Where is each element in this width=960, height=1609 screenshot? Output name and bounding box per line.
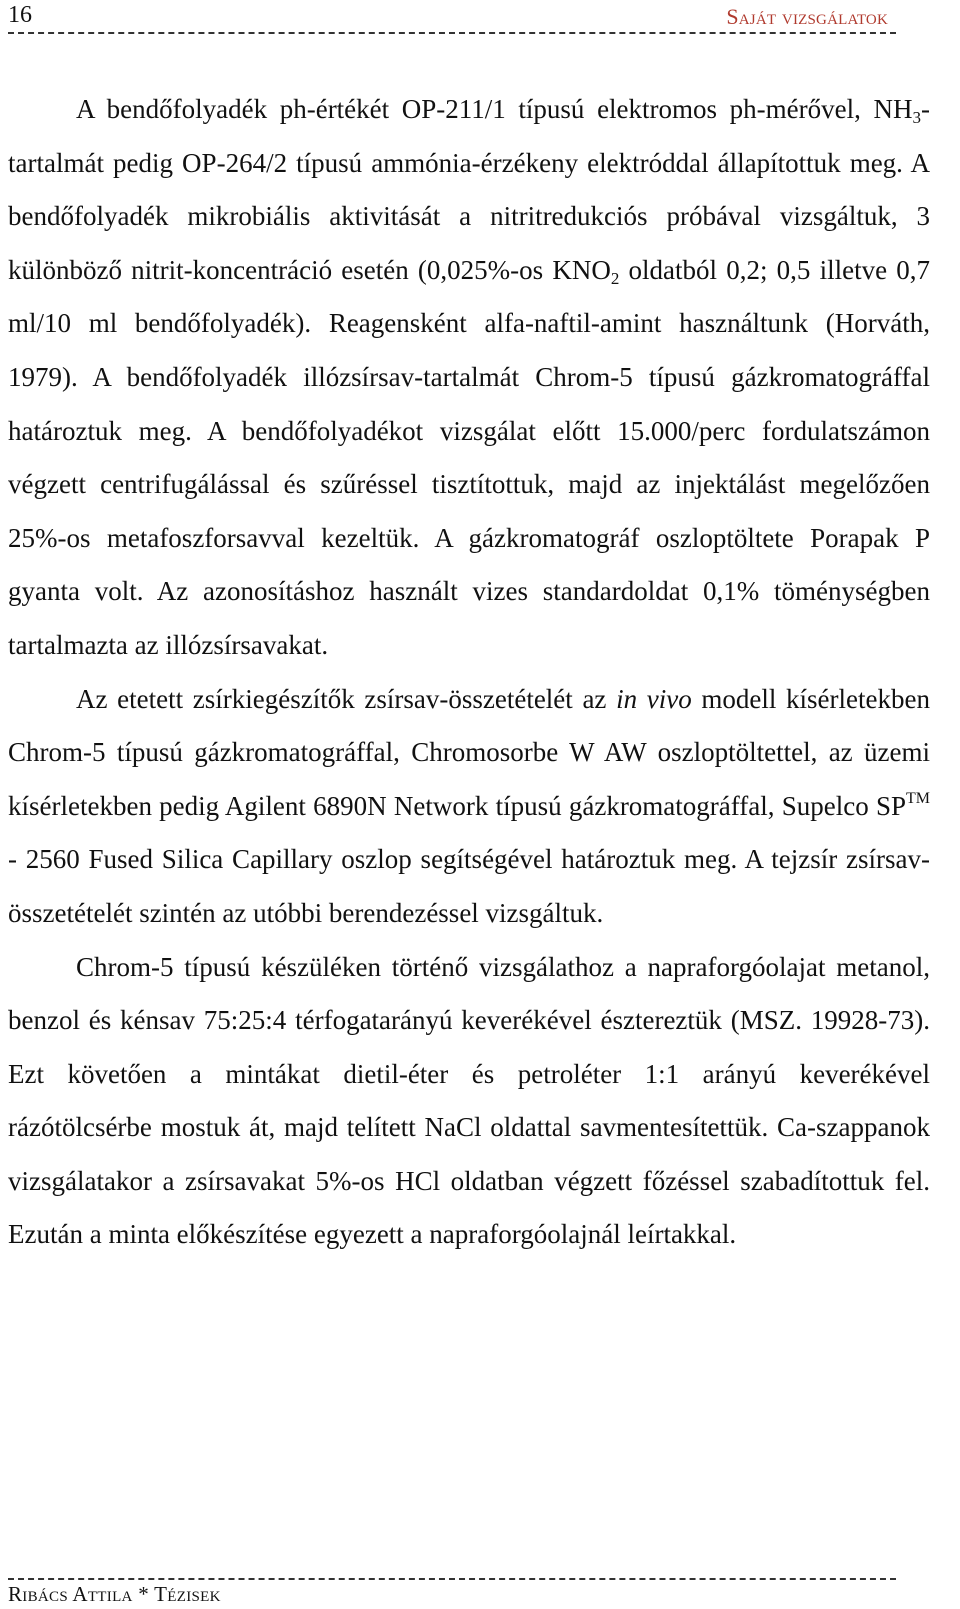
header-divider (8, 32, 896, 34)
page-footer: Ribács Attila * Tézisek (8, 1582, 221, 1606)
p2-text-c: - 2560 Fused Silica Capillary oszlop segítségével határoztuk meg. A tejzsír zsírsav-összetételét szintén az utóbbi berendezéssel vizsgáltuk. (8, 844, 930, 928)
p2-text-b: modell kísérletekben Chrom-5 típusú gázkromatográffal, Chromosorbe W AW oszloptöltettel, az üzemi kísérletekben pedig Agilent 6890N Network típusú gázkromatográffal, Supelco SP (8, 683, 930, 821)
p2-superscript-tm: TM (906, 789, 930, 807)
paragraph-2 (8, 673, 930, 941)
p1-text-c: oldatból 0,2; 0,5 illetve 0,7 ml/10 ml bendőfolyadék). Reagensként alfa-naftil-amint használtunk (Horváth, 1979). A bendőfolyadék illózsírsav-tartalmát Chrom-5 típusú gázkromatográffal határoztuk meg. A bendőfolyadékot vizsgálat előtt 15.000/perc fordulatszámon végzett centrifugálással és szűréssel tisztítottuk, majd az injektálást megelőzően 25%-os metafoszforsavval kezeltük. A gázkromatográf oszloptöltete Porapak P gyanta volt. Az azonosításhoz használt vizes standardoldat 0,1% töménységben tartalmazta az illózsírsavakat. (8, 254, 930, 660)
p2-text-a: Az etetett zsírkiegészítők zsírsav-összetételét az (76, 683, 617, 714)
page-header (8, 0, 928, 36)
p1-text-a: A bendőfolyadék ph-értékét OP-211/1 típusú elektromos ph-mérővel, NH (76, 94, 913, 124)
p1-subscript-3: 3 (912, 108, 921, 127)
p1-subscript-2: 2 (610, 268, 620, 288)
page-number: 16 (8, 2, 32, 28)
body-text (8, 83, 930, 1262)
running-title: Saját vizsgálatok (726, 4, 888, 29)
p2-italic-in-vivo: in vivo (616, 683, 692, 714)
paragraph-3: Chrom-5 típusú készüléken történő vizsgálathoz a napraforgóolajat metanol, benzol és kénsav 75:25:4 térfogatarányú keverékével észtereztük (MSZ. 19928-73). Ezt követően a mintákat dietil-éter és petroléter 1:1 arányú keverékével rázótölcsérbe mostuk át, majd telített NaCl oldattal savmentesítettük. Ca-szappanok vizsgálatakor a zsírsavakat 5%-os HCl oldatban végzett főzéssel szabadítottuk fel. Ezután a minta előkészítése egyezett a napraforgóolajnál leírtakkal. (8, 951, 930, 1250)
paragraph-1 (8, 83, 930, 673)
p1-text-b: -tartalmát pedig OP-264/2 típusú ammónia-érzékeny elektróddal állapítottuk meg. A bendőfolyadék mikrobiális aktivitását a nitritredukciós próbával vizsgáltuk, 3 különböző nitrit-koncentráció esetén (0,025%-os KNO (8, 94, 930, 285)
footer-divider (8, 1578, 896, 1580)
